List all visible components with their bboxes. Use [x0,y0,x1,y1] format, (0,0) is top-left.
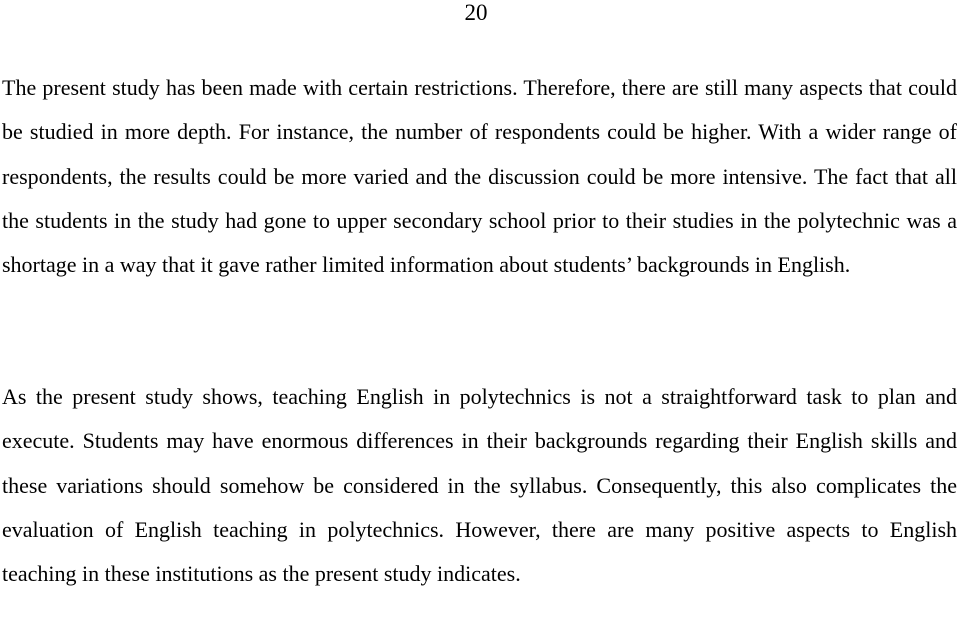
paragraph-conclusion: As the present study shows, teaching English in polytechnics is not a straightforward task to plan and execute. Students may have enormous differences in their backgrounds regarding their English skills and these variations should somehow be considered in the syllabus. Consequently, this also complicates the evaluation of English teaching in polytechnics. However, there are many positive aspects to English teaching in these institutions as the present study indicates. [2,384,957,587]
paragraph-limitations: The present study has been made with certain restrictions. Therefore, there are still many aspects that could be studied in more depth. For instance, the number of respondents could be higher. With a wider range of respondents, the results could be more varied and the discussion could be more intensive. The fact that all the students in the study had gone to upper secondary school prior to their studies in the polytechnic was a shortage in a way that it gave rather limited information about students’ backgrounds in English. [2,75,957,278]
page-number: 20 [464,0,488,25]
